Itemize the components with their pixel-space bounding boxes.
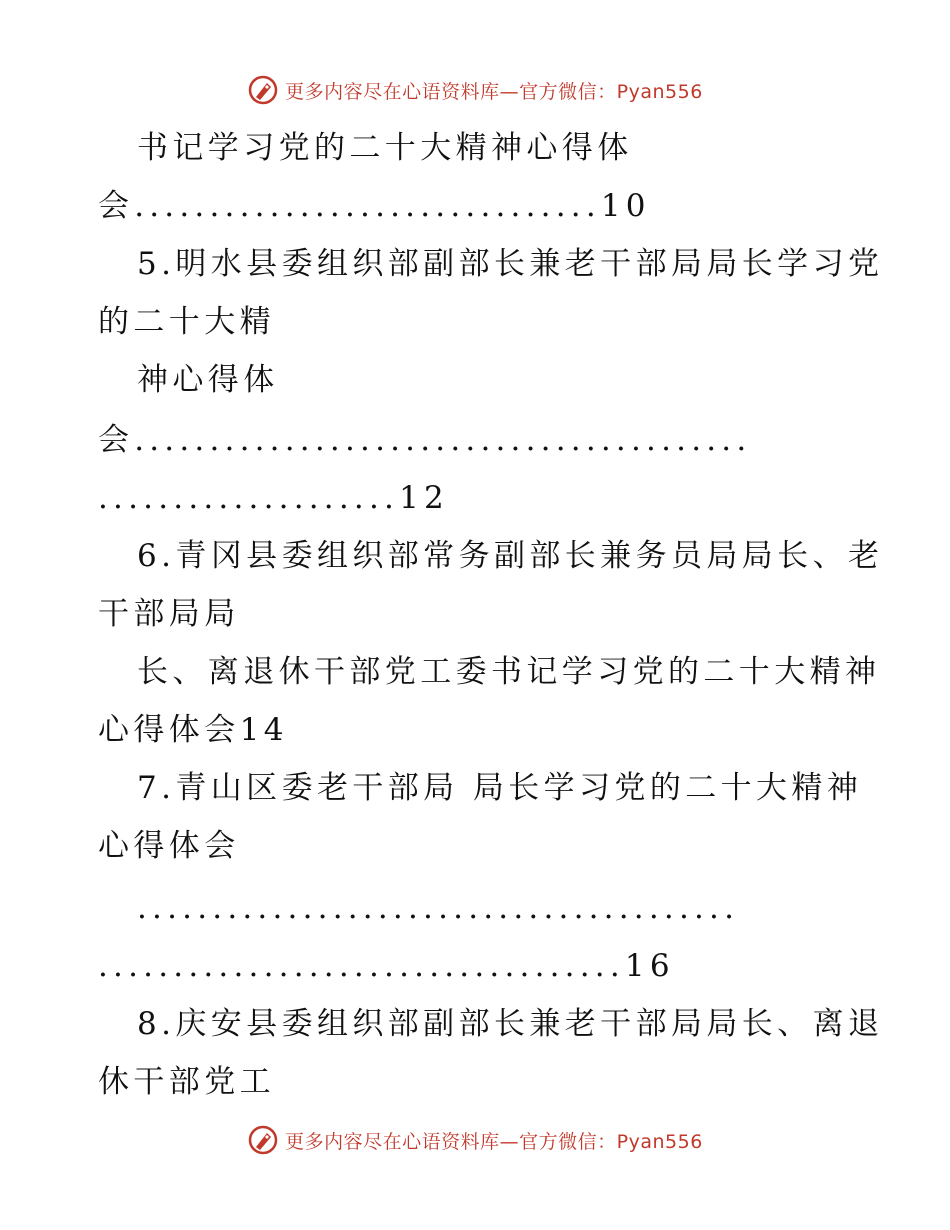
footer-watermark — [0, 1120, 950, 1160]
toc-line: ....................12 — [98, 480, 449, 516]
footer-watermark-text: 更多内容尽在心语资料库—官方微信：Pyan556 — [285, 1130, 703, 1153]
toc-line: 神心得体 — [137, 362, 279, 398]
pen-nib-logo-icon — [247, 74, 279, 106]
toc-line: 书记学习党的二十大精神心得体 — [137, 130, 633, 166]
toc-line: 5.明水县委组织部副部长兼老干部局局长学习党 — [137, 246, 884, 282]
toc-line: 8.庆安县委组织部副部长兼老干部局局长、离退 — [137, 1006, 884, 1042]
toc-line: ........................................ — [137, 890, 740, 926]
toc-line: 的二十大精 — [98, 304, 275, 340]
toc-line: 长、离退休干部党工委书记学习党的二十大精神 — [137, 654, 881, 690]
header-watermark-text: 更多内容尽在心语资料库—官方微信：Pyan556 — [285, 80, 703, 103]
toc-line: 心得体会 — [98, 828, 240, 864]
toc-line: 休干部党工 — [98, 1064, 275, 1100]
toc-line: 会...............................10 — [98, 188, 651, 224]
toc-line: 7.青山区委老干部局 局长学习党的二十大精神 — [137, 770, 863, 806]
toc-line: 会......................................... — [98, 422, 752, 458]
toc-line: 6.青冈县委组织部常务副部长兼务员局局长、老 — [137, 538, 884, 574]
pen-nib-logo-icon — [247, 1124, 279, 1156]
toc-line: 心得体会14 — [98, 712, 288, 748]
header-watermark — [0, 70, 950, 110]
toc-line: ...................................16 — [98, 948, 675, 984]
toc-line: 干部局局 — [98, 596, 240, 632]
